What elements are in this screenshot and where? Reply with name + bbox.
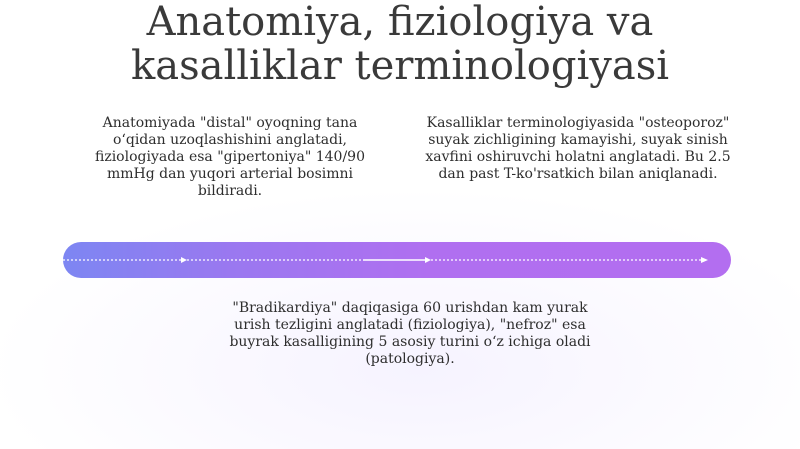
paragraph-anatomy-physiology: Anatomiyada "distal" oyoqning tana o‘qidan uzoqlashishini anglatadi, fiziologiyada esa "gipertoniya" 140/90 mmHg dan yuqori arterial bosimni bildiradi. [94,115,365,199]
arrow-head-icon [181,257,187,263]
page-title [0,0,800,88]
paragraph-osteoporosis: Kasalliklar terminologiyasida "osteoporoz" suyak zichligining kamayishi, suyak sinish xavfini oshiruvchi holatni anglatadi. Bu 2.5 dan past T-ko'rsatkich bilan aniqlanadi. [425,115,731,182]
paragraph-bradycardia: "Bradikardiya" daqiqasiga 60 urishdan kam yurak urish tezligini anglatadi (fiziologiya), "nefroz" esa buyrak kasalligining 5 asosiy turini o‘z ichiga oladi (patologiya). [229,300,591,367]
timeline-arrows [63,242,731,278]
title-line-2: kasalliklar terminologiyasi [130,43,670,89]
arrow-head-icon [425,257,431,263]
timeline-bar [63,242,731,278]
arrow-head-icon [701,257,708,263]
title-line-1: Anatomiya, fiziologiya va [146,0,654,45]
